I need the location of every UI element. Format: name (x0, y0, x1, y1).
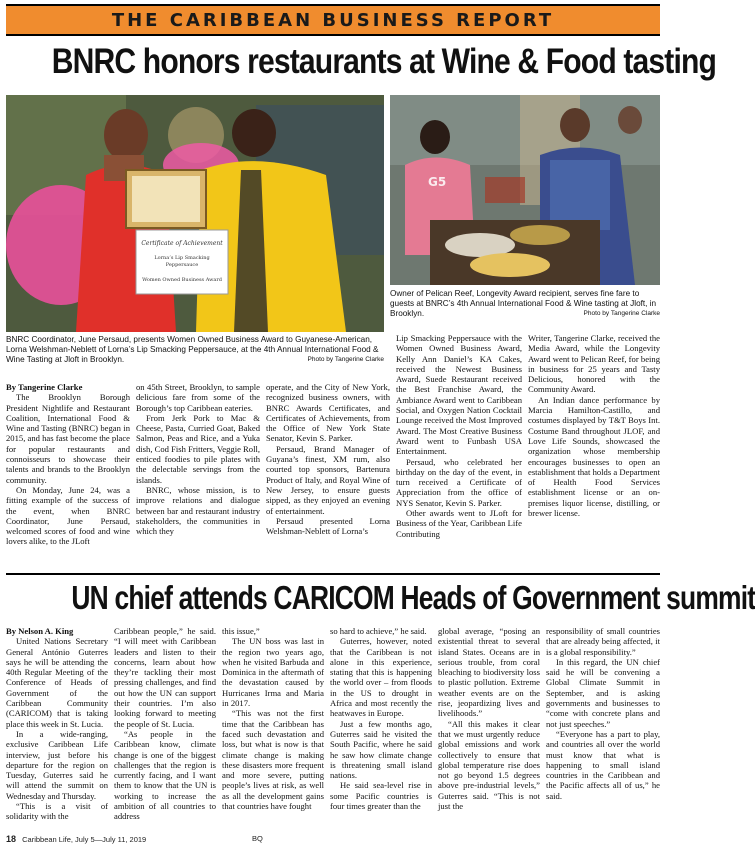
certificate-text (138, 234, 226, 284)
certificate-title: Certificate of Achievement (141, 240, 223, 247)
paragraph: Caribbean people,” he said. “I will meet with Caribbean leaders and listen to their concerns, learn about how they’re tackling their most pressing challenges, and find out how the UN can support their countries. I’m also looking forward to meeting the people of St. Lucia. (114, 626, 216, 729)
story2-byline: By Nelson A. King (6, 626, 74, 636)
photo-credit: Photo by Tangerine Clarke (307, 356, 384, 364)
certificate-name: Lorna’s Lip Smacking Peppersauce (154, 255, 210, 268)
story1-photo2-caption (390, 289, 660, 320)
paragraph: In this regard, the UN chief said he will be convening a Global Climate Summit in September, and is asking governments and businesses to “come with concrete plans and not just speeches.” (546, 656, 660, 729)
paragraph: this issue,” (222, 626, 260, 636)
publication-info: Caribbean Life, July 5—July 11, 2019 (22, 835, 147, 844)
story1-byline: By Tangerine Clarke (6, 382, 83, 392)
caption-text: BNRC Coordinator, June Persaud, presents Women Owned Business Award to Guyanese-American, Lorna Welshman-Neblett of Lorna’s Lip Smacking Peppersauce, at the 4th Annual International Food & Wine Tasting at Jloft in Brooklyn. (6, 335, 379, 365)
paragraph: Guterres, however, noted that the Caribbean is not alone in this experience, stating that this is happening the world over – from floods in the US to drought in Africa and most recently the heatwaves in Europe. (330, 636, 432, 719)
shirt-print: G5 (428, 175, 447, 189)
paragraph: responsibility of small countries that are already being affected, it is a global responsibility.” (546, 626, 660, 657)
paragraph: BNRC, whose mission, is to improve relations and dialogue between bar and restaurant industry stakeholders, the communities in which they (136, 484, 260, 537)
paragraph: “This is a visit of solidarity with the (6, 801, 108, 822)
story2-column-4 (330, 626, 432, 831)
paragraph: “All this makes it clear that we must urgently reduce global emissions and work collectively to ensure that global temperature rise does not go beyond 1.5 degrees above pre-industrial levels,” Guterres said. “This is not just the (438, 718, 540, 812)
paragraph: Writer, Tangerine Clarke, received the Media Award, while the Longevity Award went to Pelican Reef, for being in business for 25 years and Tasty Delicious, honored with the Community Award. (528, 333, 660, 395)
story1-headline: BNRC honors restaurants at Wine & Food tasting (51, 42, 717, 81)
story1-column-4 (396, 333, 522, 568)
story1-photo-award (6, 95, 384, 332)
paragraph: Persaud, Brand Manager of Guyana’s finest, XM rum, also courted top sponsors, Bartenura Product of Italy, and Royal Wine of New Jersey, to ensure guests sipped, as they enjoyed an evening of entertainment. (266, 443, 390, 516)
page-number: 18 (6, 834, 17, 844)
story1-column-3 (266, 382, 390, 568)
story-divider (6, 573, 660, 575)
story2-column-2 (114, 626, 216, 831)
paragraph: Persaud, who celebrated her birthday on the day of the event, in turn received a Certificate of Appreciation from the office of NYS Senator, Kevin S. Parker. (396, 456, 522, 508)
paragraph: “As people in the Caribbean know, climate change is one of the biggest challenges that the region is currently facing, and I want them to know that the UN is working to increase the ambition of all countries to address (114, 728, 216, 822)
caption-text: Owner of Pelican Reef, Longevity Award recipient, serves fine fare to guests at BNRC’s 4th Annual International Food & Wine tasting at Jloft, in Brooklyn. (390, 289, 657, 319)
paragraph: Just a few months ago, Guterres said he visited the South Pacific, where he said he saw how climate change is threatening small island nations. (330, 718, 432, 781)
paragraph: “This was not the first time that the Caribbean has faced such devastation and loss, but what is now is that climate change is making these disasters more frequent and more severe, putting people’s lives at risk, as well as all the development gains that countries have fought (222, 708, 324, 812)
paragraph: operate, and the City of New York, recognized business owners, with BNRC Awards Certificates, and Certificates of Achievements, from the Office of New York State Senator, Kevin S. Parker. (266, 382, 390, 444)
paragraph: Lip Smacking Peppersauce with the Women Owned Business Award, Kelly Ann Daniel’s KA Cakes, received the Newest Business Award, Suede Restaurant received the Best Franchise Award, the Ambiance Award went to Caribbean Social, and Oxygen Nation Cocktail Lounge received the Most Improved Award. The Most Creative Business Award went to Funbash USA Entertainment. (396, 333, 522, 457)
story2-headline: UN chief attends CARICOM Heads of Government summit (71, 579, 755, 616)
paragraph: Other awards went to JLoft for Business of the Year, Caribbean Life Contributing (396, 508, 522, 539)
story2-column-1 (6, 626, 108, 831)
paragraph: Persaud presented Lorna Welshman-Neblett of Lorna’s (266, 515, 390, 537)
paragraph: United Nations Secretary General António Guterres says he will be attending the 40th Regular Meeting of the Conference of Heads of Government of the Caribbean Community (CARICOM) that is taking place this week in St. Lucia. (6, 636, 108, 729)
paragraph: The Brooklyn Borough President Nightlife and Restaurant Coalition, International Food & Wine and Tasting (BNRC) began in 2015, and has fast become the place for popular restaurants and connoisseurs to showcase their talents and brands to the Brooklyn community. (6, 392, 130, 485)
paragraph: He said sea-level rise in some Pacific countries is four times greater than the (330, 780, 432, 812)
paragraph: On Monday, June 24, was a fitting example of the success of the event, when BNRC Coordinator, June Persaud, welcomed scores of food and wine lovers alike, to the JLoft (6, 484, 130, 547)
story2-column-3 (222, 626, 324, 831)
paragraph: In a wide-ranging, exclusive Caribbean Life interview, just before his departure for the region on Tuesday, Guterres said he will attend the summit on Wednesday and Thursday. (6, 728, 108, 801)
story2-column-5 (438, 626, 540, 831)
story2-column-6 (546, 626, 660, 831)
section-title: THE CARIBBEAN BUSINESS REPORT (111, 9, 555, 31)
story1-photo1-caption (6, 335, 384, 366)
paragraph: on 45th Street, Brooklyn, to sample delicious fare from some of the Borough’s top Caribbean eateries. (136, 382, 260, 413)
paragraph: global average, “posing an existential threat to several island States. Oceans are in serious trouble, from coral bleaching to biodiversity loss to plastic pollution. Extreme weather events are on the rise, jeopardizing lives and livelihoods.” (438, 626, 540, 719)
page-footer (6, 834, 263, 844)
story1-column-5 (528, 333, 660, 568)
paragraph: The UN boss was last in the region two years ago, when he visited Barbuda and Dominica in the aftermath of the devastation caused by Hurricanes Irma and Maria in 2017. (222, 636, 324, 709)
paragraph: “Everyone has a part to play, and countries all over the world must know that what is happening to small island countries in the Caribbean and the Pacific affects all of us,” he said. (546, 728, 660, 801)
edition-code: BQ (252, 834, 263, 843)
paragraph: so hard to achieve,” he said. (330, 626, 427, 636)
paragraph: From Jerk Pork to Mac & Cheese, Pasta, Curried Goat, Baked Salmon, Peas and Rice, and a Yuka dish, Cod Fish Fritters, Veggie Roll, enticed foodies to pile plates with the delectable servings from the islands. (136, 412, 260, 485)
section-banner (6, 4, 660, 36)
photo-credit: Photo by Tangerine Clarke (583, 310, 660, 318)
paragraph: An Indian dance performance by Marcia Hamilton-Castillo, and costumes displayed by T&T Boys Int. Costume Band throughout JLOF, and Love Life Sounds, showcased the organization whose membership encourages businesses to open an establishment that holds a Department of Health Food Services establishment license or an on-premises liquor license, distilling, or brewer license. (528, 394, 660, 519)
certificate-award: Women Owned Business Award (142, 277, 222, 283)
story1-photo-buffet (390, 95, 660, 285)
story1-column-1 (6, 382, 130, 568)
story1-column-2 (136, 382, 260, 568)
